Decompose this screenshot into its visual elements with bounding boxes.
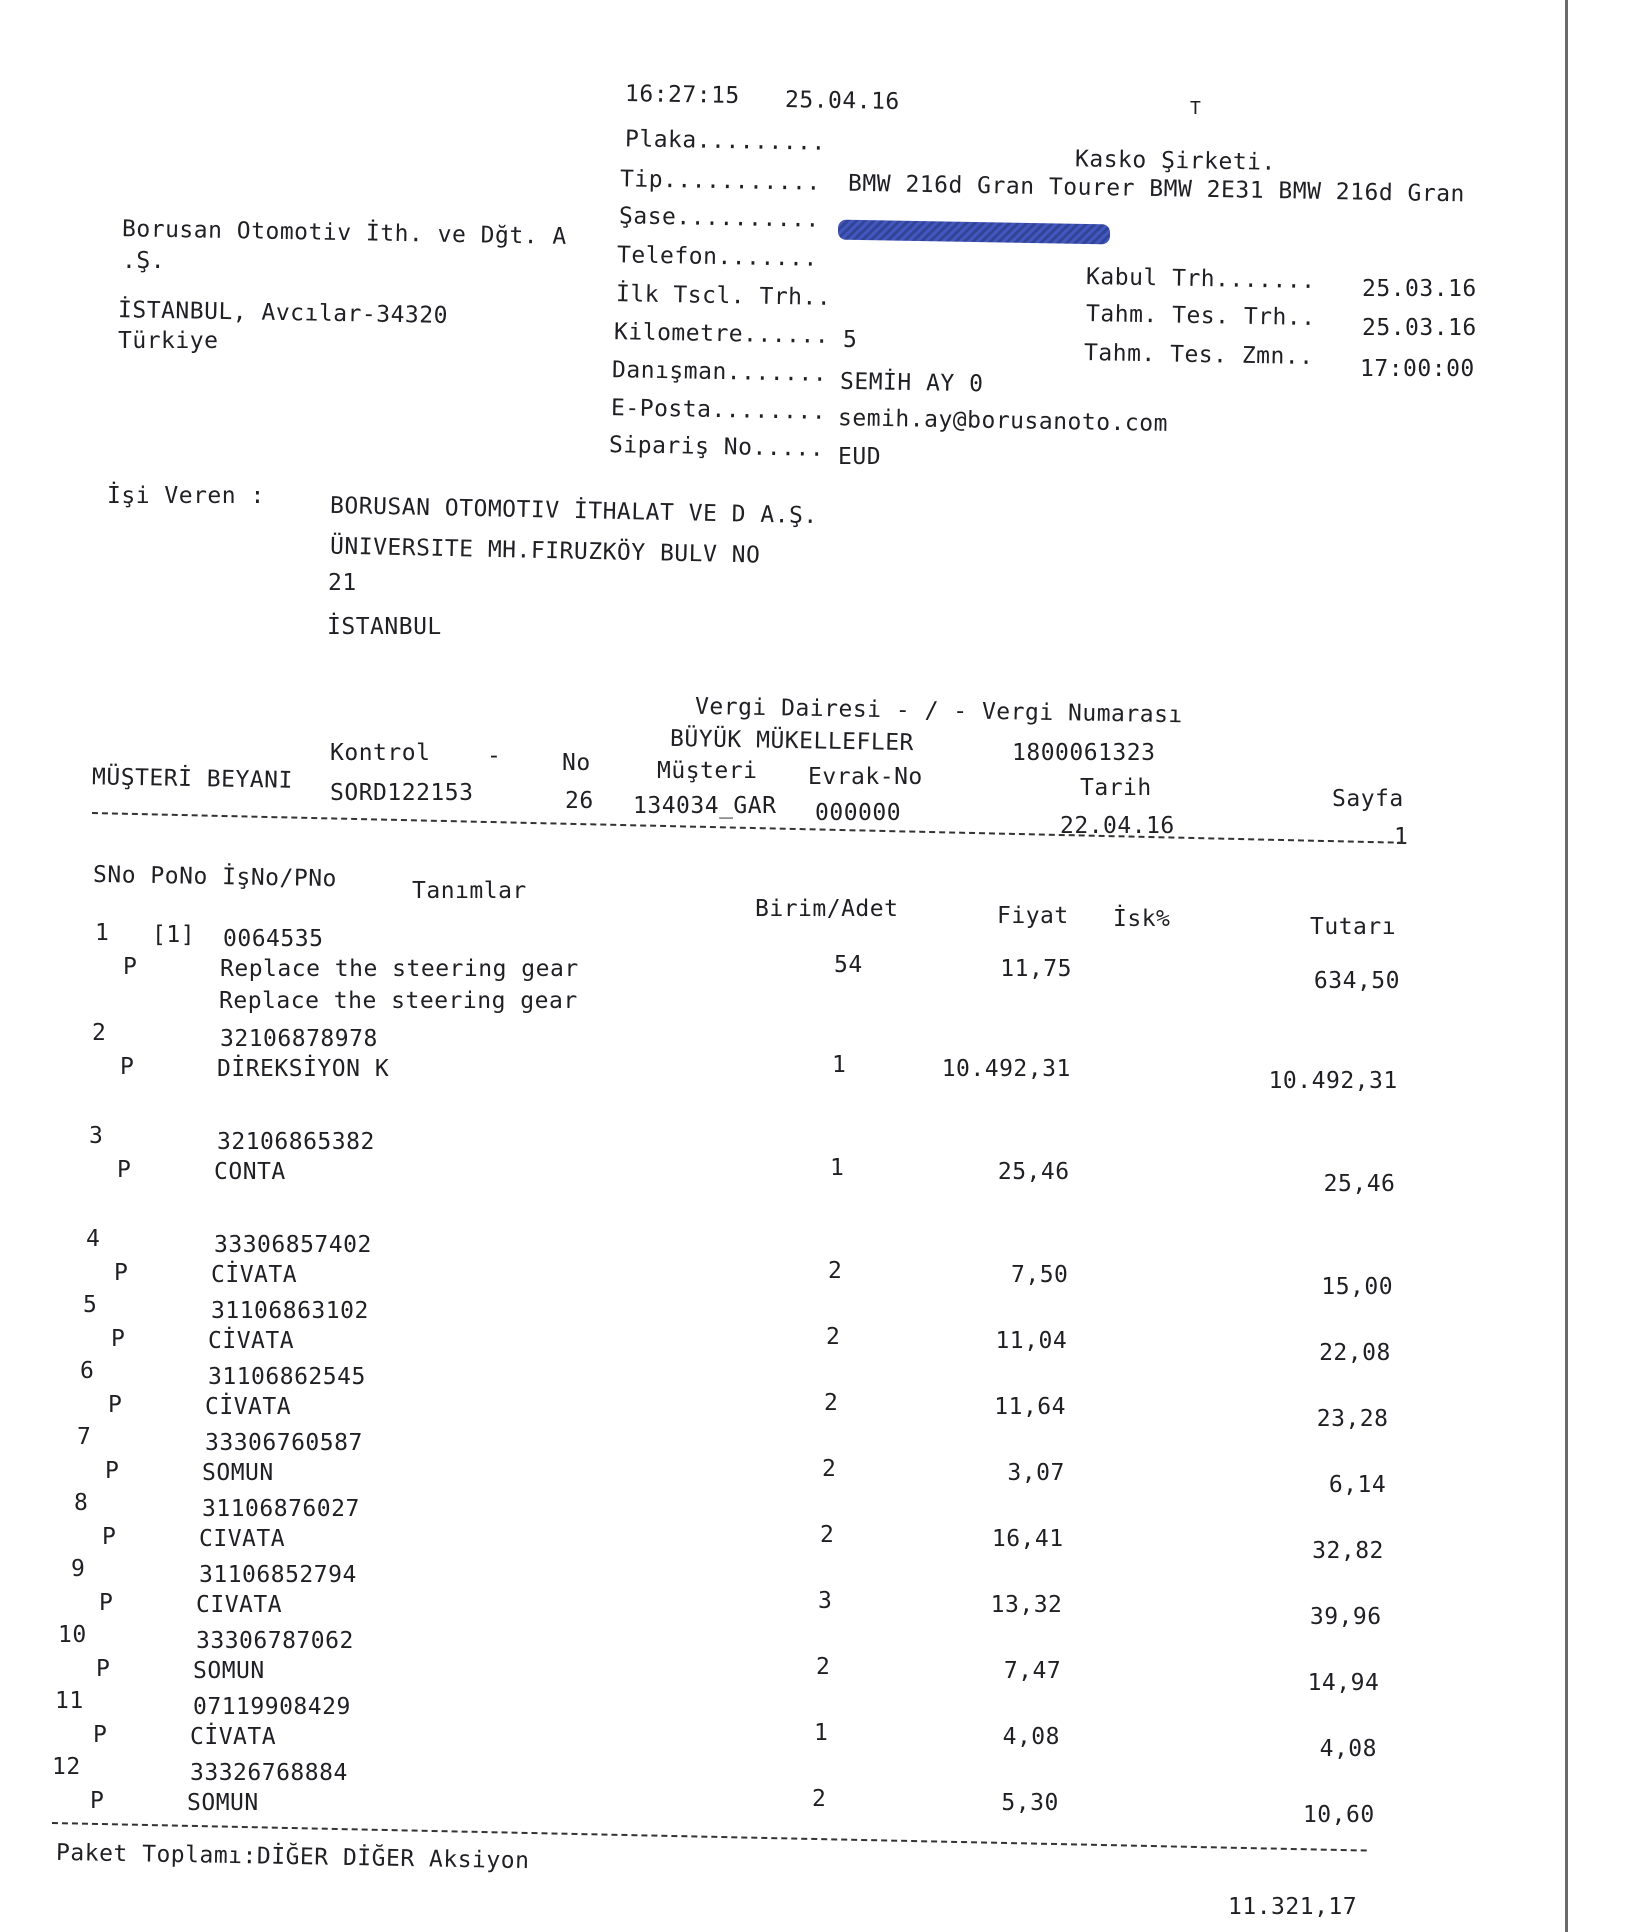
- item-price: 3,07: [1007, 1460, 1065, 1486]
- musteri-label: Müşteri: [657, 758, 758, 784]
- sase-label: Şase..........: [618, 203, 821, 233]
- item-code: 32106865382: [217, 1129, 375, 1155]
- item-code: 32106878978: [220, 1026, 378, 1052]
- item-sno: 3: [89, 1123, 104, 1149]
- item-total: 10.492,31: [1268, 1068, 1398, 1094]
- item-qty: 54: [834, 952, 863, 978]
- musteri-beyani: MÜŞTERİ BEYANI: [91, 764, 294, 794]
- telefon-label: Telefon.......: [616, 242, 819, 272]
- item-code: 33306787062: [196, 1628, 354, 1654]
- item-type: P: [105, 1458, 120, 1484]
- isi-veren-label: İşi Veren :: [107, 483, 265, 509]
- evrak-label: Evrak-No: [808, 764, 923, 790]
- item-price: 16,41: [991, 1526, 1064, 1552]
- company-name-line1: Borusan Otomotiv İth. ve Dğt. A: [121, 216, 567, 250]
- kabul-label: Kabul Trh.......: [1085, 263, 1316, 295]
- vergi-dairesi-value: BÜYÜK MÜKELLEFLER: [669, 725, 915, 757]
- kontrol-value: SORD122153: [330, 780, 474, 806]
- item-qty: 2: [812, 1786, 827, 1812]
- sayfa-value: 1: [1394, 824, 1409, 850]
- item-sno: 5: [83, 1292, 98, 1318]
- no-label: No: [562, 750, 591, 776]
- item-code: 33326768884: [190, 1760, 348, 1786]
- eposta-value: semih.ay@borusanoto.com: [837, 405, 1169, 437]
- item-desc: CIVATA: [196, 1592, 283, 1618]
- danisman-value: SEMİH AY 0: [839, 368, 984, 398]
- item-qty: 1: [832, 1052, 847, 1078]
- header-date: 25.04.16: [784, 87, 901, 115]
- sayfa-label: Sayfa: [1332, 786, 1404, 812]
- tahm-tes-trh-label: Tahm. Tes. Trh..: [1085, 300, 1316, 332]
- item-sno: 4: [86, 1226, 101, 1252]
- item-type: P: [120, 1054, 135, 1080]
- item-sno: 12: [52, 1754, 81, 1780]
- isi-veren-line2: ÜNIVERSITE MH.FIRUZKÖY BULV NO: [329, 533, 761, 569]
- item-price: 10.492,31: [941, 1056, 1071, 1082]
- item-total: 4,08: [1319, 1736, 1377, 1762]
- item-desc: DİREKSİYON K: [217, 1056, 390, 1082]
- item-code: 31106876027: [202, 1496, 360, 1522]
- item-total: 15,00: [1321, 1274, 1394, 1300]
- item-total: 634,50: [1313, 968, 1400, 994]
- col-isk: İsk%: [1113, 906, 1171, 932]
- redaction-mark: [838, 220, 1110, 245]
- tahm-tes-zmn-value: 17:00:00: [1360, 356, 1475, 382]
- item-price: 13,32: [990, 1592, 1063, 1618]
- tahm-tes-trh-value: 25.03.16: [1362, 315, 1477, 341]
- tip-value: BMW 216d Gran Tourer BMW 2E31 BMW 216d Gran: [847, 170, 1466, 208]
- tip-label: Tip...........: [619, 166, 822, 196]
- item-desc2: Replace the steering gear: [219, 988, 578, 1014]
- company-name-line2: .Ş.: [122, 248, 166, 274]
- col-tutari: Tutarı: [1310, 914, 1397, 940]
- item-qty: 1: [814, 1720, 829, 1746]
- item-price: 11,75: [1000, 956, 1072, 982]
- item-total: 32,82: [1312, 1538, 1384, 1564]
- item-type: P: [123, 954, 138, 980]
- item-type: P: [90, 1788, 105, 1814]
- item-total: 39,96: [1309, 1604, 1382, 1630]
- item-sno: 10: [58, 1622, 87, 1648]
- item-pono: [1]: [152, 922, 196, 948]
- item-code: 0064535: [223, 926, 324, 952]
- item-price: 11,04: [995, 1328, 1068, 1354]
- item-desc: CİVATA: [205, 1394, 292, 1420]
- item-desc: CİVATA: [190, 1724, 277, 1750]
- danisman-label: Danışman.......: [611, 357, 828, 387]
- item-type: P: [93, 1722, 108, 1748]
- item-type: P: [117, 1157, 132, 1183]
- col-birim-adet: Birim/Adet: [755, 896, 899, 922]
- item-code: 31106863102: [211, 1298, 369, 1324]
- item-type: P: [99, 1590, 114, 1616]
- item-desc: SOMUN: [187, 1790, 259, 1816]
- item-type: P: [96, 1656, 111, 1682]
- eposta-label: E-Posta........: [610, 395, 827, 425]
- item-price: 11,64: [994, 1394, 1066, 1420]
- item-qty: 2: [824, 1390, 839, 1416]
- item-sno: 8: [74, 1490, 89, 1516]
- item-type: P: [108, 1392, 123, 1418]
- item-desc: Replace the steering gear: [220, 956, 579, 982]
- vergi-dairesi-label: Vergi Dairesi - / - Vergi Numarası: [694, 693, 1184, 729]
- item-total: 25,46: [1323, 1171, 1396, 1197]
- company-country: Türkiye: [118, 328, 219, 354]
- item-price: 4,08: [1002, 1724, 1060, 1750]
- item-code: 31106852794: [199, 1562, 357, 1588]
- item-sno: 1: [95, 920, 110, 946]
- header-time: 16:27:15: [624, 81, 741, 109]
- kontrol-label: Kontrol: [330, 740, 431, 766]
- kilometre-label: Kilometre......: [613, 319, 830, 349]
- grand-total: 11.321,17: [1228, 1894, 1358, 1920]
- header-marker: T: [1190, 98, 1202, 119]
- item-qty: 2: [828, 1258, 843, 1284]
- item-qty: 2: [822, 1456, 837, 1482]
- item-total: 23,28: [1316, 1406, 1389, 1432]
- musteri-value: 134034_GAR: [633, 793, 777, 819]
- kabul-value: 25.03.16: [1362, 276, 1477, 302]
- page-edge-line: [1565, 0, 1568, 1932]
- item-price: 5,30: [1001, 1790, 1059, 1816]
- item-qty: 1: [830, 1155, 845, 1181]
- tarih-label: Tarih: [1080, 775, 1152, 801]
- isi-veren-line3: 21: [328, 570, 357, 596]
- tarih-value: 22.04.16: [1060, 813, 1175, 839]
- paket-toplami-label: Paket Toplamı:DİĞER DİĞER Aksiyon: [55, 1839, 530, 1875]
- item-type: P: [111, 1326, 126, 1352]
- tahm-tes-zmn-label: Tahm. Tes. Zmn..: [1083, 339, 1314, 371]
- ilk-tscl-label: İlk Tscl. Trh..: [615, 281, 832, 311]
- item-desc: SOMUN: [202, 1460, 274, 1486]
- item-code: 31106862545: [208, 1364, 366, 1390]
- kasko-label: Kasko Şirketi.: [1074, 146, 1277, 176]
- kilometre-value: 5: [843, 327, 858, 353]
- item-total: 22,08: [1319, 1340, 1391, 1366]
- item-code: 07119908429: [193, 1694, 351, 1720]
- item-sno: 6: [80, 1358, 95, 1384]
- item-type: P: [114, 1260, 129, 1286]
- item-price: 7,47: [1003, 1658, 1062, 1684]
- item-sno: 7: [77, 1424, 92, 1450]
- item-desc: CİVATA: [211, 1262, 298, 1288]
- col-tanimlar: Tanımlar: [412, 878, 527, 904]
- item-price: 7,50: [1011, 1262, 1069, 1288]
- item-qty: 2: [816, 1654, 831, 1680]
- vergi-no-value: 1800061323: [1012, 740, 1156, 766]
- item-total: 14,94: [1307, 1670, 1380, 1696]
- isi-veren-line4: İSTANBUL: [327, 614, 442, 640]
- kontrol-dash: -: [487, 743, 502, 769]
- no-value: 26: [565, 788, 594, 814]
- item-total: 10,60: [1302, 1802, 1375, 1828]
- item-desc: CONTA: [214, 1159, 286, 1185]
- item-qty: 2: [826, 1324, 841, 1350]
- item-price: 25,46: [997, 1159, 1070, 1185]
- item-desc: CİVATA: [208, 1328, 295, 1354]
- siparis-label: Sipariş No.....: [608, 432, 825, 462]
- item-total: 6,14: [1328, 1472, 1387, 1498]
- item-sno: 11: [55, 1688, 84, 1714]
- item-code: 33306857402: [214, 1232, 372, 1258]
- isi-veren-line1: BORUSAN OTOMOTIV İTHALAT VE D A.Ş.: [329, 492, 819, 530]
- item-desc: SOMUN: [193, 1658, 265, 1684]
- item-desc: CIVATA: [199, 1526, 286, 1552]
- item-qty: 2: [820, 1522, 835, 1548]
- plaka-label: Plaka.........: [624, 126, 827, 156]
- item-code: 33306760587: [205, 1430, 363, 1456]
- item-qty: 3: [818, 1588, 833, 1614]
- evrak-value: 000000: [815, 800, 902, 826]
- item-sno: 9: [71, 1556, 86, 1582]
- item-sno: 2: [92, 1020, 107, 1046]
- col-fiyat: Fiyat: [997, 903, 1069, 929]
- company-city: İSTANBUL, Avcılar-34320: [117, 297, 449, 329]
- item-type: P: [102, 1524, 117, 1550]
- siparis-value: EUD: [838, 444, 882, 470]
- col-sno-pono-isno: SNo PoNo İşNo/PNo: [92, 861, 338, 893]
